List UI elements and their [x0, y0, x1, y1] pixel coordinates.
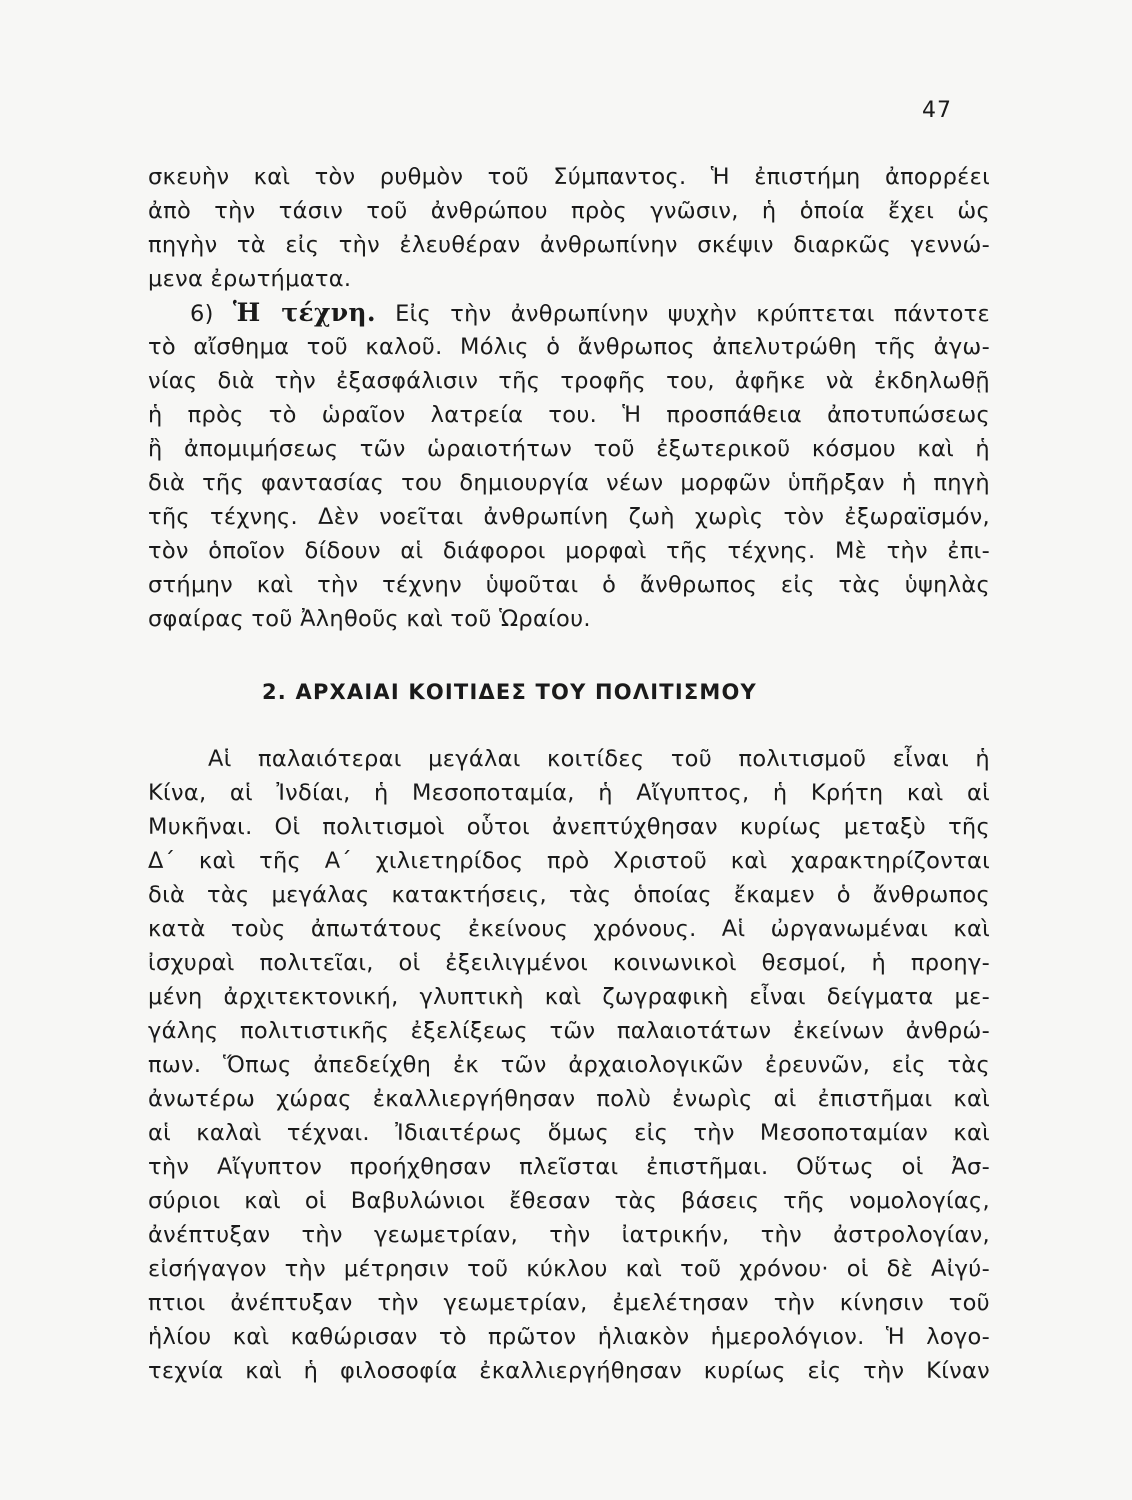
subsection-title: Ἡ τέχνη.	[232, 298, 376, 327]
text-line: Κίνα, αἱ Ἰνδίαι, ἡ Μεσοποταμία, ἡ Αἴγυπτος, ἡ Κρήτη καὶ αἱ	[148, 780, 990, 806]
text-line: πων. Ὅπως ἀπεδείχθη ἐκ τῶν ἀρχαιολογικῶν ἐρευνῶν, εἰς τὰς	[148, 1052, 990, 1078]
text-line: στήμην καὶ τὴν τέχνην ὑψοῦται ὁ ἄνθρωπος εἰς τὰς ὑψηλὰς	[148, 572, 990, 598]
text-line: τῆς τέχνης. Δὲν νοεῖται ἀνθρωπίνη ζωὴ χωρὶς τὸν ἐξωραϊσμόν,	[148, 504, 990, 530]
list-number: 6)	[190, 301, 233, 327]
text-line: γάλης πολιτιστικῆς ἐξελίξεως τῶν παλαιοτάτων ἐκείνων ἀνθρώ-	[148, 1018, 990, 1044]
text-line: Δ΄ καὶ τῆς Α΄ χιλιετηρίδος πρὸ Χριστοῦ καὶ χαρακτηρίζονται	[148, 848, 990, 874]
text-line: μενα ἐρωτήματα.	[148, 266, 352, 292]
text-line: ἀνέπτυξαν τὴν γεωμετρίαν, τὴν ἰατρικήν, τὴν ἀστρολογίαν,	[148, 1222, 990, 1248]
text-line: τὸ αἴσθημα τοῦ καλοῦ. Μόλις ὁ ἄνθρωπος ἀπελυτρώθη τῆς ἀγω-	[148, 334, 990, 360]
text-line: Αἱ παλαιότεραι μεγάλαι κοιτίδες τοῦ πολιτισμοῦ εἶναι ἡ	[208, 746, 990, 772]
section-heading: 2. ΑΡΧΑΙΑΙ ΚΟΙΤΙΔΕΣ ΤΟΥ ΠΟΛΙΤΙΣΜΟΥ	[262, 680, 757, 704]
text-line: κατὰ τοὺς ἀπωτάτους ἐκείνους χρόνους. Αἱ ὠργανωμέναι καὶ	[148, 916, 990, 942]
text-line: πηγὴν τὰ εἰς τὴν ἐλευθέραν ἀνθρωπίνην σκέψιν διαρκῶς γεννώ-	[148, 232, 990, 258]
text-line: τὸν ὁποῖον δίδουν αἱ διάφοροι μορφαὶ τῆς τέχνης. Μὲ τὴν ἐπι-	[148, 538, 990, 564]
text-line: αἱ καλαὶ τέχναι. Ἰδιαιτέρως ὅμως εἰς τὴν Μεσοποταμίαν καὶ	[148, 1120, 990, 1146]
text-line: πτιοι ἀνέπτυξαν τὴν γεωμετρίαν, ἐμελέτησαν τὴν κίνησιν τοῦ	[148, 1290, 990, 1316]
text-line: ἡλίου καὶ καθώρισαν τὸ πρῶτον ἡλιακὸν ἡμερολόγιον. Ἡ λογο-	[148, 1324, 990, 1350]
text-line: τὴν Αἴγυπτον προήχθησαν πλεῖσται ἐπιστῆμαι. Οὕτως οἱ Ἀσ-	[148, 1154, 990, 1180]
text-line: ἡ πρὸς τὸ ὡραῖον λατρεία του. Ἡ προσπάθεια ἀποτυπώσεως	[148, 402, 990, 428]
text-line: μένη ἀρχιτεκτονική, γλυπτικὴ καὶ ζωγραφικὴ εἶναι δείγματα με-	[148, 984, 990, 1010]
text-line: διὰ τὰς μεγάλας κατακτήσεις, τὰς ὁποίας ἔκαμεν ὁ ἄνθρωπος	[148, 882, 990, 908]
text-line: ἢ ἀπομιμήσεως τῶν ὡραιοτήτων τοῦ ἐξωτερικοῦ κόσμου καὶ ἡ	[148, 436, 990, 462]
text-line: σκευὴν καὶ τὸν ρυθμὸν τοῦ Σύμπαντος. Ἡ ἐπιστήμη ἀπορρέει	[148, 164, 990, 190]
text-fragment: Εἰς τὴν ἀνθρωπίνην ψυχὴν κρύπτεται πάντοτε	[375, 301, 990, 327]
page-number: 47	[922, 98, 952, 123]
text-line: ἰσχυραὶ πολιτεῖαι, οἱ ἐξειλιγμένοι κοινωνικοὶ θεσμοί, ἡ προηγ-	[148, 950, 990, 976]
text-line: ἀνωτέρω χώρας ἐκαλλιεργήθησαν πολὺ ἐνωρὶς αἱ ἐπιστῆμαι καὶ	[148, 1086, 990, 1112]
text-line: νίας διὰ τὴν ἐξασφάλισιν τῆς τροφῆς του, ἀφῆκε νὰ ἐκδηλωθῇ	[148, 368, 990, 394]
text-line: σύριοι καὶ οἱ Βαβυλώνιοι ἔθεσαν τὰς βάσεις τῆς νομολογίας,	[148, 1188, 990, 1214]
text-line: Μυκῆναι. Οἱ πολιτισμοὶ οὗτοι ἀνεπτύχθησαν κυρίως μεταξὺ τῆς	[148, 814, 990, 840]
text-line: ἀπὸ τὴν τάσιν τοῦ ἀνθρώπου πρὸς γνῶσιν, ἡ ὁποία ἔχει ὡς	[148, 198, 990, 224]
text-line: σφαίρας τοῦ Ἀληθοῦς καὶ τοῦ Ὡραίου.	[148, 606, 591, 632]
text-line: τεχνία καὶ ἡ φιλοσοφία ἐκαλλιεργήθησαν κυρίως εἰς τὴν Κίναν	[148, 1358, 990, 1384]
paragraph-heading-line	[190, 296, 990, 330]
text-line: εἰσήγαγον τὴν μέτρησιν τοῦ κύκλου καὶ τοῦ χρόνου· οἱ δὲ Αἰγύ-	[148, 1256, 990, 1282]
text-line: διὰ τῆς φαντασίας του δημιουργία νέων μορφῶν ὑπῆρξαν ἡ πηγὴ	[148, 470, 990, 496]
